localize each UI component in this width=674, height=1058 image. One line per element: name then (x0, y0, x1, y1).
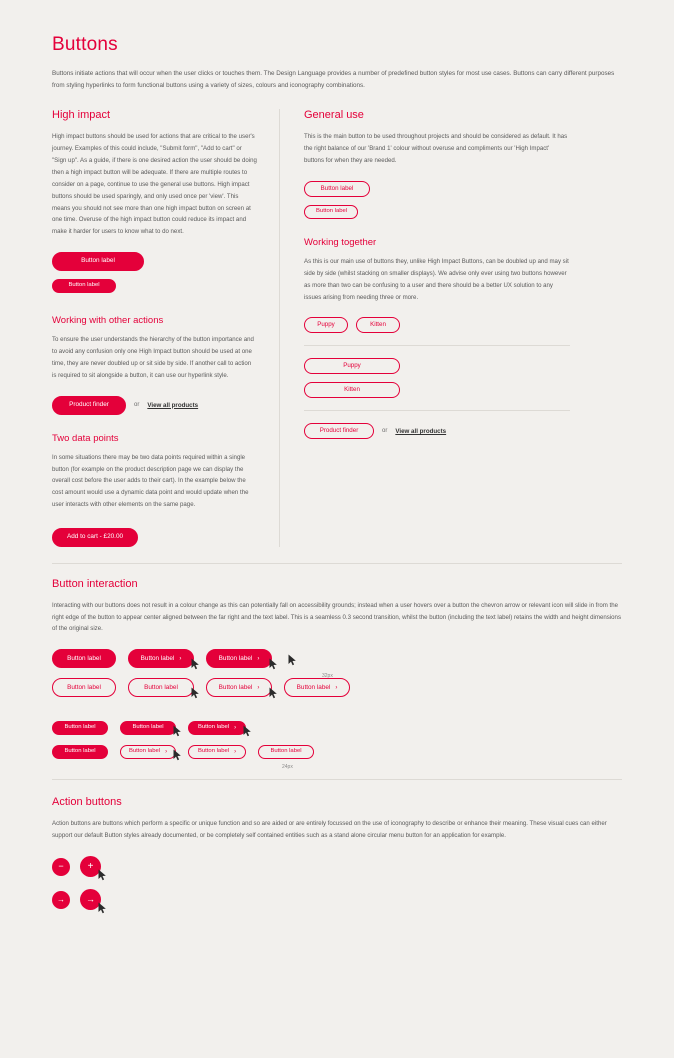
general-use-button-small[interactable]: Button label (304, 205, 358, 219)
design-system-page (0, 34, 674, 1058)
working-together-stacked (304, 358, 570, 398)
interaction-outline-button-4-label: Button label (296, 683, 331, 691)
action-buttons-section (52, 796, 622, 910)
left-column (52, 109, 280, 546)
interaction-button-3-label: Button label (218, 654, 253, 662)
high-impact-body: High impact buttons should be used for actions that are critical to the user's journey. Examples of this could include, "Submit form", "Add to cart" or "Sign up". As a guide, if there is one desired action the user should be doing then a high impact button will be adequate. If there are multiple routes to consider on a page, continue to use the general use buttons. High impact buttons should be used sparingly, and only used once per 'view'. This means you should not see more than one high impact button on screen at one time. Overuse of the high impact button could reduce its impact and make it harder for users to know what to do next. (52, 133, 257, 236)
interaction-row-solid-small (52, 721, 622, 735)
two-data-points-heading: Two data points (52, 432, 119, 444)
interaction-outline-button-4[interactable] (284, 678, 350, 697)
cursor-pointer (269, 686, 278, 704)
right-column (280, 109, 570, 546)
interaction-small-outline-button-3[interactable] (188, 745, 246, 759)
general-use-button-medium[interactable]: Button label (304, 181, 370, 197)
cursor-pointer (288, 653, 297, 671)
chevron-right-icon: › (165, 749, 168, 756)
interaction-button-2[interactable] (128, 649, 194, 668)
working-other-actions (52, 396, 257, 415)
size-note-large: 32px (322, 673, 333, 680)
cursor-pointer (191, 657, 200, 675)
interaction-small-outline-button-2[interactable] (120, 745, 176, 759)
size-note-small: 24px (282, 764, 293, 771)
interaction-small-outline-button-4[interactable]: Button label (258, 745, 314, 759)
or-label-2: or (382, 428, 388, 435)
cursor-pointer (243, 724, 252, 742)
button-interaction-body: Interacting with our buttons does not result in a colour change as this can potentially fall on accessibility grounds; instead when a user hovers over a button the chevron arrow or relevant icon will slide in from the right edge of the button to appear center aligned between the far right and the text label. This is a seamless 0.3 second transition, whilst the button (including the text label) retains the width and height dimensions of the original size. (52, 601, 621, 633)
interaction-small-button-2[interactable]: Button label (120, 721, 176, 735)
interaction-small-outline-button-3-label: Button label (197, 748, 230, 755)
action-buttons-heading: Action buttons (52, 796, 122, 809)
plus-icon: + (87, 860, 94, 872)
page-title: Buttons (52, 34, 118, 55)
high-impact-button-small[interactable]: Button label (52, 279, 116, 293)
page-intro: Buttons initiate actions that will occur when the user clicks or touches them. The Design Language provides a number of predefined button styles for most use cases. Buttons can carry different purposes from styling hyperlinks to form functional buttons using a variety of sizes, colours and iconography combinations. (52, 70, 615, 89)
working-together-body: As this is our main use of buttons they, unlike High Impact Buttons, can be doubled up and may sit side by side (whilst stacking on smaller displays). We advise only ever using two buttons however as more than two can be confusing to a user and there should be a better UX solution to any issues arising from needing three or more. (304, 257, 569, 301)
interaction-small-button-3-label: Button label (197, 724, 230, 731)
two-data-points-body: In some situations there may be two data points required within a single button (for example on the product description page we can display the overall cost before the user adds to their cart). In the example below the cost amount would use a dynamic data point and would update when the user interacts with other elements on the same page. (52, 453, 249, 509)
arrow-right-icon-button[interactable] (52, 891, 70, 909)
chevron-right-icon: › (335, 684, 338, 691)
action-buttons-row-2 (52, 889, 622, 910)
minus-icon-button[interactable] (52, 858, 70, 876)
interaction-button-3[interactable] (206, 649, 272, 668)
view-all-products-link[interactable]: View all products (147, 401, 199, 409)
chevron-right-icon: › (257, 684, 260, 691)
interaction-outline-button-3-label: Button label (218, 683, 253, 691)
divider (304, 345, 570, 346)
puppy-button[interactable]: Puppy (304, 317, 348, 333)
view-all-products-link-2[interactable]: View all products (395, 427, 447, 435)
high-impact-buttons (52, 252, 257, 293)
arrow-right-icon: → (86, 894, 95, 905)
interaction-row-outline-small (52, 745, 622, 759)
action-buttons-row-1 (52, 856, 622, 877)
minus-icon: − (58, 861, 64, 872)
product-finder-button-outline[interactable]: Product finder (304, 423, 374, 439)
interaction-small-button-1[interactable]: Button label (52, 721, 108, 735)
interaction-examples (52, 649, 622, 771)
plus-icon-button[interactable] (80, 856, 101, 877)
interaction-small-button-3[interactable] (188, 721, 246, 735)
interaction-button-1[interactable]: Button label (52, 649, 116, 668)
interaction-row-outline-large (52, 678, 622, 697)
general-use-body: This is the main button to be used throughout projects and should be considered as default. It has the right balance of our 'Brand 1' colour without overuse and compliments our 'High Impact' buttons for when they are needed. (304, 133, 568, 165)
arrow-right-icon-button-hover[interactable] (80, 889, 101, 910)
or-label: or (134, 402, 140, 409)
general-use-heading: General use (304, 109, 364, 122)
interaction-button-2-label: Button label (140, 654, 175, 662)
kitten-button[interactable]: Kitten (356, 317, 400, 333)
cursor-pointer (98, 902, 107, 917)
general-use-buttons (304, 181, 570, 219)
cursor-pointer (173, 724, 182, 742)
interaction-outline-button-1[interactable]: Button label (52, 678, 116, 697)
cursor-pointer (173, 748, 182, 766)
cursor-pointer (98, 869, 107, 884)
working-together-pair (304, 317, 570, 333)
working-together-heading: Working together (304, 236, 377, 248)
puppy-button-stacked[interactable]: Puppy (304, 358, 400, 374)
working-together-mixed (304, 423, 570, 439)
divider-2 (304, 410, 570, 411)
interaction-small-outline-button-1[interactable]: Button label (52, 745, 108, 759)
two-column-section (52, 109, 622, 563)
high-impact-heading: High impact (52, 109, 111, 122)
working-other-body: To ensure the user understands the hierarchy of the button importance and to avoid any confusion only one High Impact button should be used at one time, they are never doubled up or sit side by side. If another call to action is required to sit alongside a button, it can use our hyperlink style. (52, 336, 254, 379)
cursor-pointer (269, 657, 278, 675)
section-divider (52, 779, 622, 780)
cursor-pointer (191, 686, 200, 704)
button-interaction-heading: Button interaction (52, 577, 138, 590)
interaction-small-outline-button-2-label: Button label (128, 748, 161, 755)
chevron-right-icon: › (234, 725, 237, 732)
interaction-outline-button-3[interactable] (206, 678, 272, 697)
add-to-cart-button[interactable]: Add to cart - £20.00 (52, 528, 138, 547)
interaction-outline-button-2[interactable]: Button label (128, 678, 194, 697)
product-finder-button[interactable]: Product finder (52, 396, 126, 415)
arrow-right-icon: → (57, 894, 65, 904)
chevron-right-icon: › (234, 749, 237, 756)
kitten-button-stacked[interactable]: Kitten (304, 382, 400, 398)
chevron-right-icon: › (257, 655, 260, 662)
working-other-heading: Working with other actions (52, 315, 164, 327)
chevron-right-icon: › (179, 655, 182, 662)
interaction-row-solid-large (52, 649, 622, 668)
button-interaction-section (52, 564, 622, 771)
action-buttons-body: Action buttons are buttons which perform a specific or unique function and so are aided or are entirely focussed on the use of iconography to describe or enhance their meaning. These visual cues can either support our default Button styles already documented, or be completely self contained entities such as a stand alone circular menu button for an application for example. (52, 820, 607, 840)
high-impact-button-large[interactable]: Button label (52, 252, 144, 271)
